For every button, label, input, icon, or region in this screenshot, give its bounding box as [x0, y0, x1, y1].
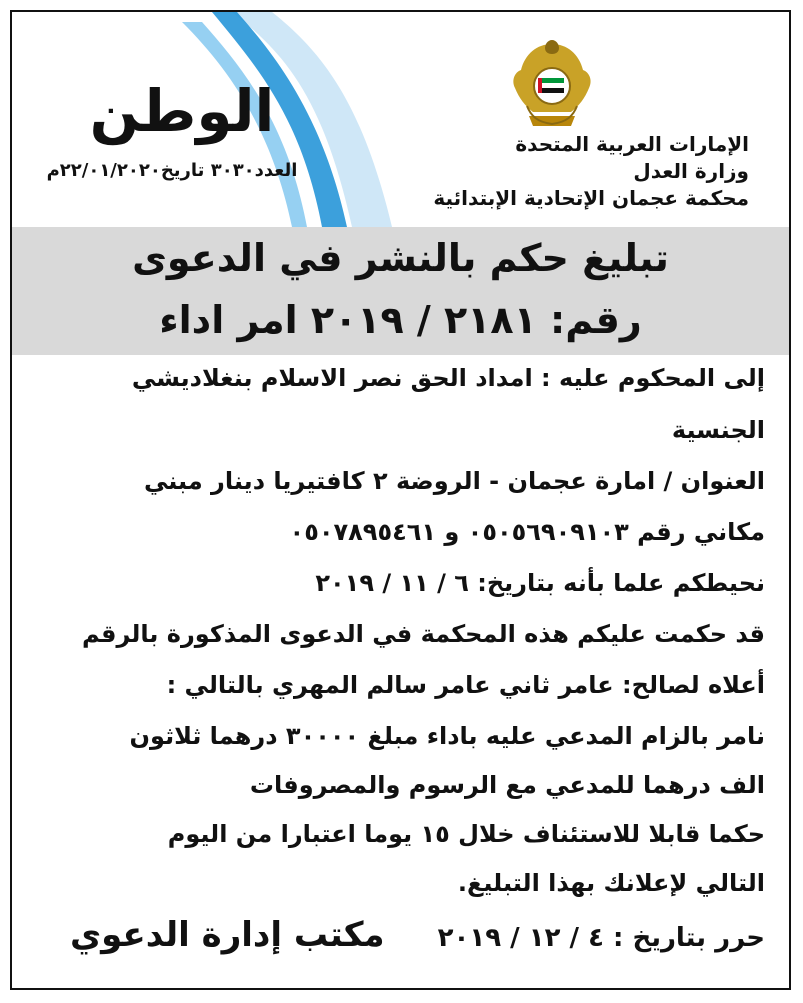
body-line: نحيطكم علما بأنه بتاريخ: ٦ / ١١ / ٢٠١٩ [315, 569, 765, 597]
body-line: أعلاه لصالح: عامر ثاني عامر سالم المهري بالتالي : [166, 671, 765, 699]
newspaper-name: الوطن [89, 77, 275, 145]
footer-line [25, 915, 765, 955]
issue-date: حرر بتاريخ : ٤ / ١٢ / ٢٠١٩ [437, 923, 765, 953]
notice-title: تبليغ حكم بالنشر في الدعوى [132, 236, 669, 280]
body-line: التالي لإعلانك بهذا التبليغ. [457, 869, 765, 897]
gov-line-ministry: وزارة العدل [633, 159, 749, 183]
issue-line: العدد٣٠٣٠ تاريخ٢٢/٠١/٢٠٢٠م [46, 160, 298, 181]
case-number: رقم: ٢١٨١ / ٢٠١٩ امر اداء [159, 298, 642, 342]
body-line: الجنسية [671, 416, 765, 444]
body-line: إلى المحكوم عليه : امداد الحق نصر الاسلام بنغلاديشي [131, 364, 765, 392]
body-line: قد حكمت عليكم هذه المحكمة في الدعوى المذكورة بالرقم [81, 620, 765, 648]
notice-header [12, 12, 789, 227]
body-line: الف درهما للمدعي مع الرسوم والمصروفات [249, 771, 765, 799]
body-line: نامر بالزام المدعي عليه باداء مبلغ ٣٠٠٠٠ درهما ثلاثون [129, 722, 765, 750]
signature-office: مكتب إدارة الدعوي [70, 915, 385, 955]
body-line: مكاني رقم ٠٥٠٥٦٩٠٩١٠٣ و ٠٥٠٧٨٩٥٤٦١ [289, 518, 765, 546]
gov-line-state: الإمارات العربية المتحدة [515, 132, 749, 156]
body-line: العنوان / امارة عجمان - الروضة ٢ كافتيريا دينار مبني [143, 467, 765, 495]
body-line: حكما قابلا للاستئناف خلال ١٥ يوما اعتبارا من اليوم [167, 820, 765, 848]
notice-frame [10, 10, 791, 990]
uae-emblem-icon [507, 36, 597, 136]
gov-line-court: محكمة عجمان الإتحادية الإبتدائية [433, 186, 749, 210]
